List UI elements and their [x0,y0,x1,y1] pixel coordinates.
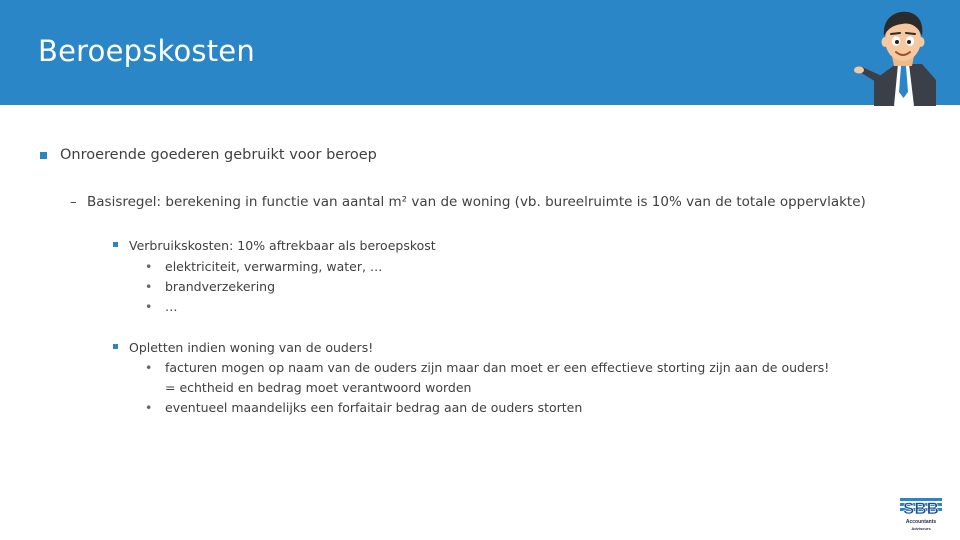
presenter-mascot-icon [852,8,944,106]
bullet-text: eventueel maandelijks een forfaitair bedrag aan de ouders storten [165,400,583,415]
bullet-text: Opletten indien woning van de ouders! [129,340,374,355]
title-bar [0,0,960,105]
logo-name: SBB [903,499,939,518]
bullet-text: facturen mogen op naam van de ouders zijn maar dan moet er een effectieve storting zijn aan de ouders! [165,360,830,375]
dot-marker: • [145,299,153,314]
logo-line1: Accountants [905,519,937,525]
bullet-text: brandverzekering [165,279,276,294]
square-bullet-icon [113,242,118,247]
bullet-text: … [165,299,178,314]
square-bullet-icon [113,344,118,349]
bullet-text: elektriciteit, verwarming, water, … [165,259,383,274]
slide-title: Beroepskosten [38,34,255,68]
bullet-text: Onroerende goederen gebruikt voor beroep [60,147,377,163]
dash-marker: – [70,194,77,210]
bullet-text: Verbruikskosten: 10% aftrekbaar als beroepskost [129,238,436,253]
logo-line2: Adviseurs [911,526,931,531]
dot-marker: • [145,400,153,415]
continuation-text: = echtheid en bedrag moet verantwoord worden [165,380,472,395]
dot-marker: • [145,279,153,294]
square-bullet-icon [40,152,47,159]
dot-marker: • [145,360,153,375]
sbb-logo [898,495,944,533]
bullet-text: Basisregel: berekening in functie van aantal m² van de woning (vb. bureelruimte is 10% van de totale oppervlakte) [87,194,866,210]
dot-marker: • [145,259,153,274]
